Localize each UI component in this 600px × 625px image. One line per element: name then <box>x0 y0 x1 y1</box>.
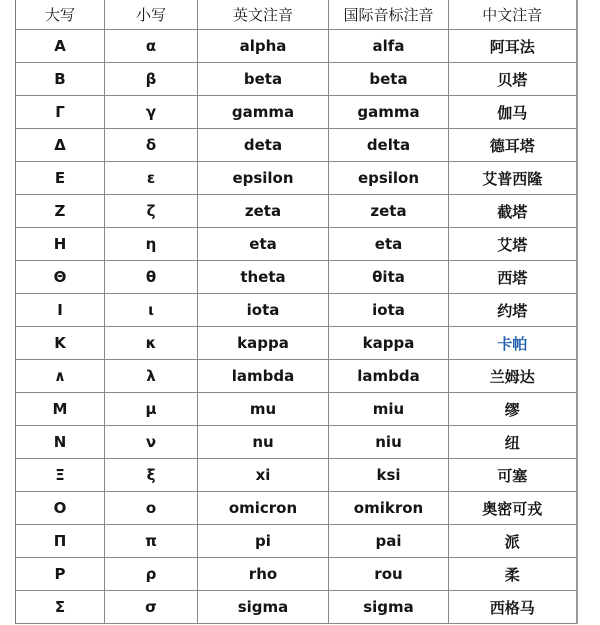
table-row <box>16 393 577 426</box>
cell-chinese: 伽马 <box>449 96 577 129</box>
table-header-row <box>16 0 577 30</box>
cell-chinese: 可塞 <box>449 459 577 492</box>
cell-uppercase: Γ <box>16 96 105 129</box>
header-english-pronunciation: 英文注音 <box>198 0 329 30</box>
cell-ipa: omikron <box>329 492 449 525</box>
cell-english: lambda <box>198 360 329 393</box>
cell-english: kappa <box>198 327 329 360</box>
table-row <box>16 162 577 195</box>
cell-lowercase: β <box>105 63 198 96</box>
cell-uppercase: Η <box>16 228 105 261</box>
cell-lowercase: ν <box>105 426 198 459</box>
cell-uppercase: Ζ <box>16 195 105 228</box>
cell-ipa: delta <box>329 129 449 162</box>
cell-ipa: miu <box>329 393 449 426</box>
cell-chinese: 阿耳法 <box>449 30 577 63</box>
table-row <box>16 591 577 624</box>
table-row <box>16 261 577 294</box>
cell-ipa: alfa <box>329 30 449 63</box>
cell-lowercase: ο <box>105 492 198 525</box>
cell-uppercase: Κ <box>16 327 105 360</box>
cell-uppercase: Ε <box>16 162 105 195</box>
cell-english: xi <box>198 459 329 492</box>
cell-ipa: pai <box>329 525 449 558</box>
header-chinese-pronunciation: 中文注音 <box>449 0 577 30</box>
cell-chinese: 截塔 <box>449 195 577 228</box>
cell-ipa: sigma <box>329 591 449 624</box>
cell-ipa: epsilon <box>329 162 449 195</box>
cell-lowercase: λ <box>105 360 198 393</box>
cell-english: theta <box>198 261 329 294</box>
cell-uppercase: Ο <box>16 492 105 525</box>
cell-uppercase: Α <box>16 30 105 63</box>
table-row <box>16 426 577 459</box>
header-lowercase: 小写 <box>105 0 198 30</box>
cell-uppercase: Ξ <box>16 459 105 492</box>
cell-ipa: eta <box>329 228 449 261</box>
cell-lowercase: π <box>105 525 198 558</box>
cell-chinese: 兰姆达 <box>449 360 577 393</box>
cell-uppercase: Β <box>16 63 105 96</box>
cell-english: deta <box>198 129 329 162</box>
cell-english: beta <box>198 63 329 96</box>
cell-lowercase: ρ <box>105 558 198 591</box>
cell-uppercase: Μ <box>16 393 105 426</box>
table-row <box>16 96 577 129</box>
cell-chinese[interactable]: 卡帕 <box>449 327 577 360</box>
table-row <box>16 129 577 162</box>
cell-chinese: 艾普西隆 <box>449 162 577 195</box>
cell-uppercase: Θ <box>16 261 105 294</box>
cell-lowercase: ξ <box>105 459 198 492</box>
cell-chinese: 贝塔 <box>449 63 577 96</box>
cell-uppercase: Σ <box>16 591 105 624</box>
cell-chinese: 奥密可戎 <box>449 492 577 525</box>
cell-chinese: 柔 <box>449 558 577 591</box>
cell-uppercase: Ν <box>16 426 105 459</box>
table-row <box>16 294 577 327</box>
cell-english: zeta <box>198 195 329 228</box>
cell-chinese: 缪 <box>449 393 577 426</box>
greek-alphabet-table-container <box>15 0 576 624</box>
cell-uppercase: Ι <box>16 294 105 327</box>
cell-chinese: 艾塔 <box>449 228 577 261</box>
cell-ipa: niu <box>329 426 449 459</box>
cell-chinese: 德耳塔 <box>449 129 577 162</box>
cell-lowercase: θ <box>105 261 198 294</box>
cell-ipa: θita <box>329 261 449 294</box>
cell-uppercase: ∧ <box>16 360 105 393</box>
cell-english: rho <box>198 558 329 591</box>
cell-chinese: 派 <box>449 525 577 558</box>
cell-english: sigma <box>198 591 329 624</box>
cell-chinese: 西塔 <box>449 261 577 294</box>
cell-lowercase: ι <box>105 294 198 327</box>
cell-lowercase: γ <box>105 96 198 129</box>
cell-chinese: 纽 <box>449 426 577 459</box>
cell-lowercase: σ <box>105 591 198 624</box>
table-row <box>16 459 577 492</box>
cell-uppercase: Π <box>16 525 105 558</box>
header-uppercase: 大写 <box>16 0 105 30</box>
cell-ipa: gamma <box>329 96 449 129</box>
cell-english: alpha <box>198 30 329 63</box>
table-body <box>16 30 577 624</box>
cell-lowercase: η <box>105 228 198 261</box>
table-row <box>16 360 577 393</box>
cell-lowercase: ε <box>105 162 198 195</box>
cell-ipa: kappa <box>329 327 449 360</box>
table-row <box>16 525 577 558</box>
cell-ipa: iota <box>329 294 449 327</box>
table-row <box>16 63 577 96</box>
cell-english: omicron <box>198 492 329 525</box>
cell-english: gamma <box>198 96 329 129</box>
cell-english: epsilon <box>198 162 329 195</box>
cell-english: iota <box>198 294 329 327</box>
table-row <box>16 327 577 360</box>
cell-lowercase: ζ <box>105 195 198 228</box>
table-row <box>16 195 577 228</box>
cell-english: mu <box>198 393 329 426</box>
table-row <box>16 558 577 591</box>
cell-lowercase: μ <box>105 393 198 426</box>
cell-ipa: rou <box>329 558 449 591</box>
table-row <box>16 492 577 525</box>
header-ipa-pronunciation: 国际音标注音 <box>329 0 449 30</box>
cell-english: nu <box>198 426 329 459</box>
cell-english: pi <box>198 525 329 558</box>
cell-uppercase: Δ <box>16 129 105 162</box>
cell-ipa: beta <box>329 63 449 96</box>
table-row <box>16 228 577 261</box>
cell-lowercase: α <box>105 30 198 63</box>
cell-lowercase: κ <box>105 327 198 360</box>
cell-english: eta <box>198 228 329 261</box>
cell-uppercase: Ρ <box>16 558 105 591</box>
cell-chinese: 西格马 <box>449 591 577 624</box>
table-row <box>16 30 577 63</box>
cell-lowercase: δ <box>105 129 198 162</box>
greek-alphabet-table <box>15 0 578 624</box>
cell-ipa: lambda <box>329 360 449 393</box>
cell-ipa: ksi <box>329 459 449 492</box>
cell-ipa: zeta <box>329 195 449 228</box>
cell-chinese: 约塔 <box>449 294 577 327</box>
